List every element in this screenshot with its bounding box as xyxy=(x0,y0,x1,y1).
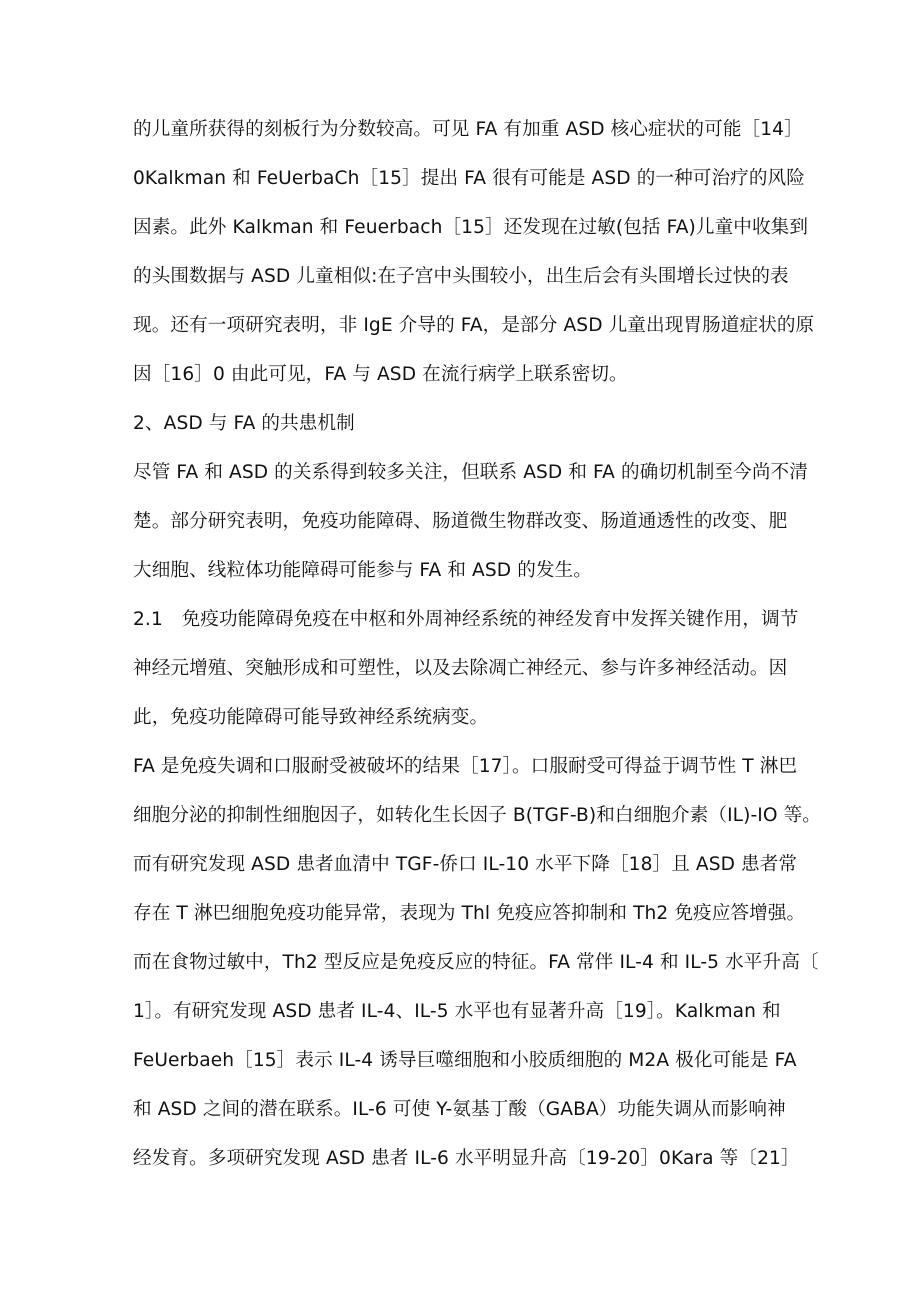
text-line-3: 因素。此外 Kalkman 和 Feuerbach［15］还发现在过敏(包括 FA)儿童中收集到 xyxy=(133,217,809,238)
text-line-15: 细胞分泌的抑制性细胞因子，如转化生长因子 B(TGF-B)和白细胞介素（IL)-IO 等。 xyxy=(133,805,821,826)
text-line-20: FeUerbaeh［15］表示 IL-4 诱导巨噬细胞和小胶质细胞的 M2A 极化可能是 FA xyxy=(133,1050,797,1071)
section-heading-2: 2、ASD 与 FA 的共患机制 xyxy=(133,413,355,434)
text-line-14: FA 是免疫失调和口服耐受被破坏的结果［17］。口服耐受可得益于调节性 T 淋巴 xyxy=(133,756,798,777)
text-line-21: 和 ASD 之间的潜在联系。IL-6 可使 Y-氨基丁酸（GABA）功能失调从而影响神 xyxy=(133,1099,786,1120)
text-line-4: 的头围数据与 ASD 儿童相似:在子宫中头围较小，出生后会有头围增长过快的表 xyxy=(133,266,789,287)
text-line-11: 2.1 免疫功能障碍免疫在中枢和外周神经系统的神经发育中发挥关键作用，调节 xyxy=(133,609,799,630)
text-line-13: 此，免疫功能障碍可能导致神经系统病变。 xyxy=(133,707,489,728)
text-line-6: 因［16］0 由此可见，FA 与 ASD 在流行病学上联系密切。 xyxy=(133,364,628,385)
text-line-12: 神经元增殖、突触形成和可塑性，以及去除凋亡神经元、参与许多神经活动。因 xyxy=(133,658,788,679)
text-line-16: 而有研究发现 ASD 患者血清中 TGF-侨口 IL-10 水平下降［18］且 ASD 患者常 xyxy=(133,854,798,875)
text-line-1: 的儿童所获得的刻板行为分数较高。可见 FA 有加重 ASD 核心症状的可能［14］ xyxy=(133,119,803,140)
text-line-19: 1］。有研究发现 ASD 患者 IL-4、IL-5 水平也有显著升高［19］。Kalkman 和 xyxy=(133,1001,781,1022)
text-line-9: 楚。部分研究表明，免疫功能障碍、肠道微生物群改变、肠道通透性的改变、肥 xyxy=(133,511,788,532)
text-line-18: 而在食物过敏中，Th2 型反应是免疫反应的特征。FA 常伴 IL-4 和 IL-5 水平升高〔 xyxy=(133,952,819,973)
text-line-8: 尽管 FA 和 ASD 的关系得到较多关注，但联系 ASD 和 FA 的确切机制至今尚不清 xyxy=(133,462,808,483)
text-line-17: 存在 T 淋巴细胞免疫功能异常，表现为 Thl 免疫应答抑制和 Th2 免疫应答增强。 xyxy=(133,903,806,924)
text-line-5: 现。还有一项研究表明，非 IgE 介导的 FA，是部分 ASD 儿童出现胃肠道症状的原 xyxy=(133,315,815,336)
text-line-10: 大细胞、线粒体功能障碍可能参与 FA 和 ASD 的发生。 xyxy=(133,560,592,581)
text-line-2: 0Kalkman 和 FeUerbaCh［15］提出 FA 很有可能是 ASD 的一种可治疗的风险 xyxy=(133,168,805,189)
text-line-22: 经发育。多项研究发现 ASD 患者 IL-6 水平明显升高〔19-20］0Kara 等〔21］ xyxy=(133,1148,800,1169)
